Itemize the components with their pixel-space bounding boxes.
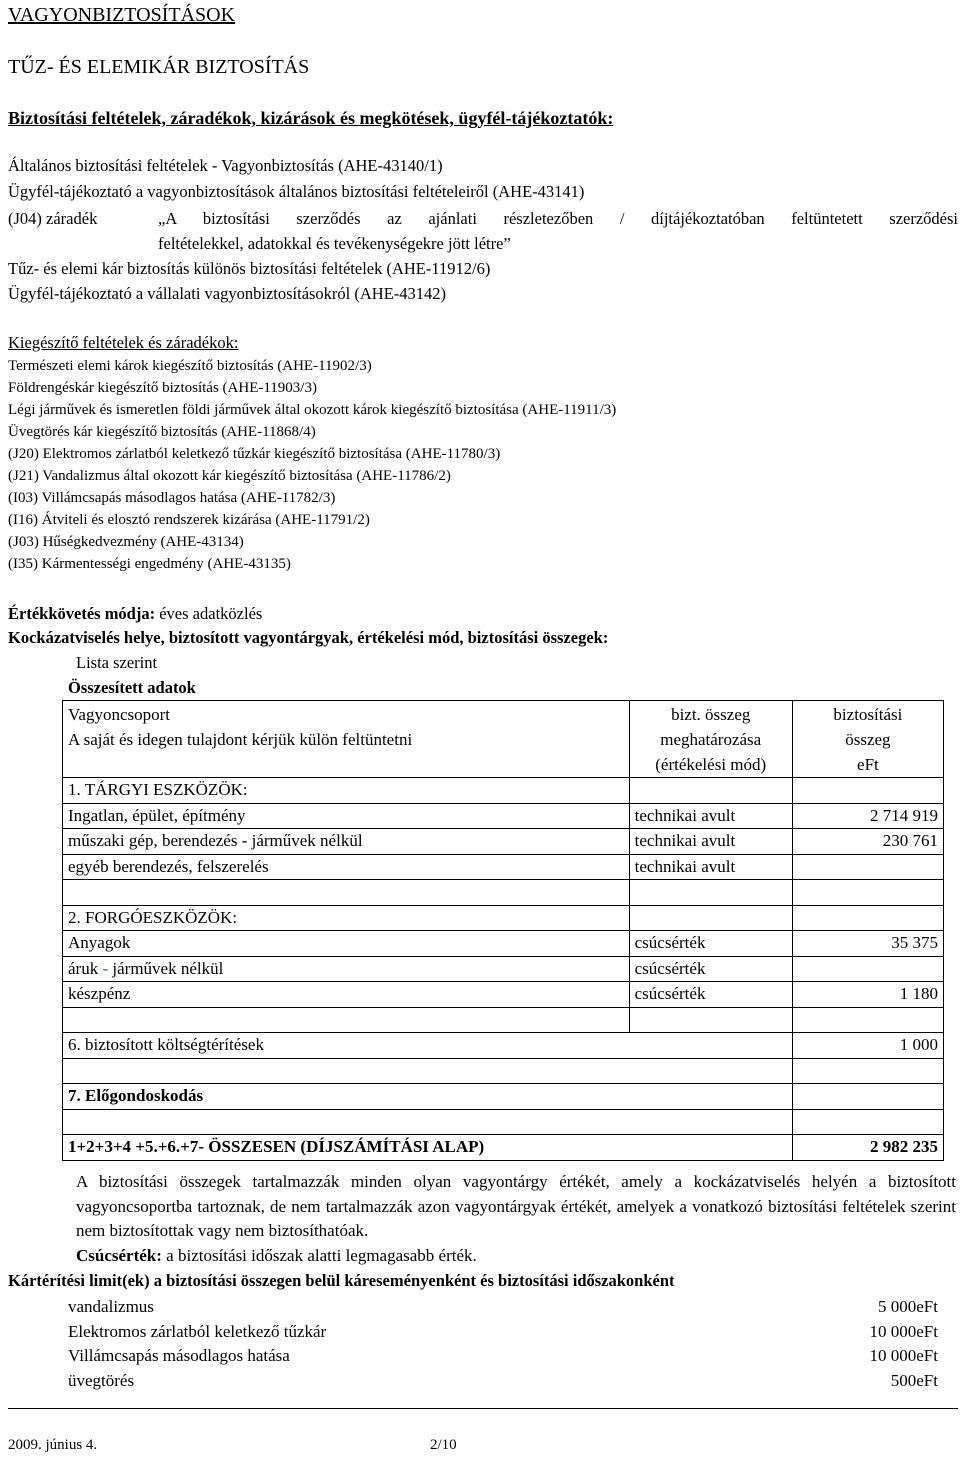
cell-asset: egyéb berendezés, felszerelés — [63, 854, 630, 880]
cell-asset-text: járművek nélkül — [108, 958, 224, 978]
cell-asset: készpénz — [63, 982, 630, 1008]
cell-method — [629, 880, 792, 906]
limit-row — [68, 1344, 938, 1369]
cell-asset: 1. TÁRGYI ESZKÖZÖK: — [63, 778, 630, 804]
cell-method: technikai avult — [629, 854, 792, 880]
peak-value-definition — [76, 1244, 956, 1269]
header-text: összeg — [845, 730, 891, 749]
page-subtitle: TŰZ- ÉS ELEMIKÁR BIZTOSÍTÁS — [8, 56, 310, 78]
limit-value: 5 000eFt — [878, 1297, 938, 1316]
table-row — [63, 803, 944, 829]
cell-amount — [792, 905, 943, 931]
supplementary-item: Üvegtörés kár kiegészítő biztosítás (AHE-11868/4) — [8, 424, 316, 440]
clause-code: (J04) záradék — [8, 209, 98, 228]
peak-value-text: a biztosítási időszak alatti legmagasabb érték. — [161, 1245, 477, 1265]
limits-heading: Kártérítési limit(ek) a biztosítási összegen belül káreseményenként és biztosítási időszakonként — [8, 1271, 675, 1290]
limit-name: Elektromos zárlatból keletkező tűzkár — [68, 1321, 327, 1341]
supplementary-item: (I03) Villámcsapás másodlagos hatása (AHE-11782/3) — [8, 490, 336, 506]
supplementary-item: Természeti elemi károk kiegészítő biztosítás (AHE-11902/3) — [8, 358, 372, 374]
cell-amount — [792, 854, 943, 880]
cell-method — [629, 1007, 792, 1033]
page-title: VAGYONBIZTOSÍTÁSOK — [8, 4, 236, 26]
risk-location-heading: Kockázatviselés helye, biztosított vagyontárgyak, értékelési mód, biztosítási összegek: — [8, 628, 609, 647]
cell-asset: Anyagok — [63, 931, 630, 957]
general-term-item: Általános biztosítási feltételek - Vagyonbiztosítás (AHE-43140/1) — [8, 156, 443, 175]
general-term-item: Ügyfél-tájékoztató a vállalati vagyonbiztosításokról (AHE-43142) — [8, 284, 447, 303]
table-row — [63, 1058, 944, 1084]
table-row — [63, 982, 944, 1008]
list-note: Lista szerint — [76, 653, 158, 672]
table-header-row — [63, 701, 944, 778]
peak-value-label: Csúcsérték: — [76, 1245, 162, 1265]
footer-date: 2009. június 4. — [8, 1437, 98, 1453]
general-term-item: Ügyfél-tájékoztató a vagyonbiztosítások általános biztosítási feltételeiről (AHE-43141) — [8, 182, 585, 201]
cell-amount: 1 000 — [792, 1033, 943, 1059]
clause-text-line2: feltételekkel, adatokkal és tevékenységekre jött létre” — [158, 234, 511, 253]
limit-name: Villámcsapás másodlagos hatása — [68, 1346, 290, 1365]
cell-amount — [792, 956, 943, 982]
supplementary-item: (I16) Átviteli és elosztó rendszerek kizárása (AHE-11791/2) — [8, 512, 370, 528]
cell-method: csúcsérték — [629, 931, 792, 957]
sum-note — [76, 1170, 956, 1268]
header-text: (értékelési mód) — [655, 755, 767, 774]
cell-amount — [792, 1084, 943, 1110]
table-row — [63, 778, 944, 804]
table-row — [63, 854, 944, 880]
cell-method: csúcsérték — [629, 982, 792, 1008]
cell-amount: 1 180 — [792, 982, 943, 1008]
supplementary-heading: Kiegészítő feltételek és záradékok: — [8, 333, 239, 352]
limit-row — [68, 1320, 938, 1345]
value-tracking — [8, 604, 262, 624]
table-row — [63, 880, 944, 906]
table-row — [63, 931, 944, 957]
cell-asset — [63, 880, 630, 906]
cell-asset: 6. biztosított költségtérítések — [63, 1033, 793, 1059]
limit-name: üvegtörés — [68, 1370, 135, 1390]
limit-row — [68, 1369, 938, 1394]
table-row — [63, 1084, 944, 1110]
cell-asset: Ingatlan, épület, építmény — [63, 803, 630, 829]
cell-asset: 7. Előgondoskodás — [63, 1084, 793, 1110]
cell-asset: 2. FORGÓESZKÖZÖK: — [63, 905, 630, 931]
cell-method — [629, 778, 792, 804]
table-row — [63, 1109, 944, 1135]
table-row — [63, 905, 944, 931]
value-tracking-label: Értékkövetés módja: — [8, 604, 156, 623]
cell-asset: műszaki gép, berendezés - járművek nélkül — [63, 829, 630, 855]
header-text: biztosítási — [833, 705, 903, 724]
table-row — [63, 829, 944, 855]
header-valuation-method — [629, 701, 792, 778]
cell-asset-dash: - — [102, 958, 109, 978]
total-amount: 2 982 235 — [792, 1135, 943, 1161]
cell-amount: 35 375 — [792, 931, 943, 957]
supplementary-item: (J20) Elektromos zárlatból keletkező tűzkár kiegészítő biztosítása (AHE-11780/3) — [8, 446, 501, 462]
header-asset-group — [63, 701, 630, 778]
total-label: 1+2+3+4 +5.+6.+7- ÖSSZESEN (DÍJSZÁMÍTÁSI ALAP) — [63, 1135, 793, 1161]
page-footer — [8, 1408, 958, 1453]
cell-amount: 2 714 919 — [792, 803, 943, 829]
cell-amount — [792, 1109, 943, 1135]
cell-amount — [792, 1007, 943, 1033]
summary-heading: Összesített adatok — [68, 678, 196, 697]
cell-asset-text: áruk — [68, 958, 103, 978]
cell-amount: 230 761 — [792, 829, 943, 855]
asset-table — [62, 700, 944, 1161]
footer-page-number: 2/10 — [430, 1437, 457, 1453]
cell-amount — [792, 880, 943, 906]
supplementary-item: Légi járművek és ismeretlen földi járművek által okozott károk kiegészítő biztosítása (AHE-11911/3) — [8, 402, 617, 418]
table-row — [63, 1033, 944, 1059]
table-row — [63, 956, 944, 982]
limit-name: vandalizmus — [68, 1297, 154, 1316]
cell-asset — [63, 956, 630, 982]
cell-amount — [792, 778, 943, 804]
general-term-item: Tűz- és elemi kár biztosítás különös biztosítási feltételek (AHE-11912/6) — [8, 259, 491, 278]
supplementary-item: (J03) Hűségkedvezmény (AHE-43134) — [8, 534, 244, 550]
supplementary-item: (I35) Kármentességi engedmény (AHE-43135) — [8, 556, 291, 572]
cell-method: csúcsérték — [629, 956, 792, 982]
header-text: bizt. összeg — [671, 705, 751, 724]
cell-amount — [792, 1058, 943, 1084]
limit-value: 500eFt — [890, 1370, 938, 1390]
value-tracking-value: éves adatközlés — [155, 604, 263, 623]
terms-section-heading: Biztosítási feltételek, záradékok, kizárások és megkötések, ügyfél-tájékoztatók: — [8, 108, 614, 128]
header-text: eFt — [857, 755, 879, 774]
cell-asset — [63, 1007, 630, 1033]
cell-method — [629, 905, 792, 931]
cell-method: technikai avult — [629, 829, 792, 855]
limit-row — [68, 1295, 938, 1320]
limits-list — [68, 1295, 938, 1393]
cell-method: technikai avult — [629, 803, 792, 829]
table-total-row — [63, 1135, 944, 1161]
header-text: A saját és idegen tulajdont kérjük külön feltüntetni — [68, 730, 413, 749]
supplementary-item: (J21) Vandalizmus által okozott kár kiegészítő biztosítása (AHE-11786/2) — [8, 468, 451, 484]
cell-asset — [63, 1058, 793, 1084]
clause-text-line1: „A biztosítási szerződés az ajánlati részletezőben / díjtájékoztatóban feltüntetett szerződési — [158, 209, 958, 228]
table-row — [63, 1007, 944, 1033]
supplementary-item: Földrengéskár kiegészítő biztosítás (AHE-11903/3) — [8, 380, 317, 396]
header-text: Vagyoncsoport — [68, 705, 170, 724]
limit-value: 10 000eFt — [869, 1346, 938, 1365]
header-text: meghatározása — [660, 730, 762, 749]
limit-value: 10 000eFt — [869, 1321, 938, 1341]
header-insured-sum — [792, 701, 943, 778]
sum-note-paragraph: A biztosítási összegek tartalmazzák minden olyan vagyontárgy értékét, amely a kockázatviselés helyén a biztosított vagyoncsoportba tartoznak, de nem tartalmazzák azon vagyontárgyak értékét, amelyek a vonatkozó biztosítási feltételek szerint nem biztosítottak vagy nem biztosíthatóak. — [76, 1172, 956, 1240]
cell-asset — [63, 1109, 793, 1135]
